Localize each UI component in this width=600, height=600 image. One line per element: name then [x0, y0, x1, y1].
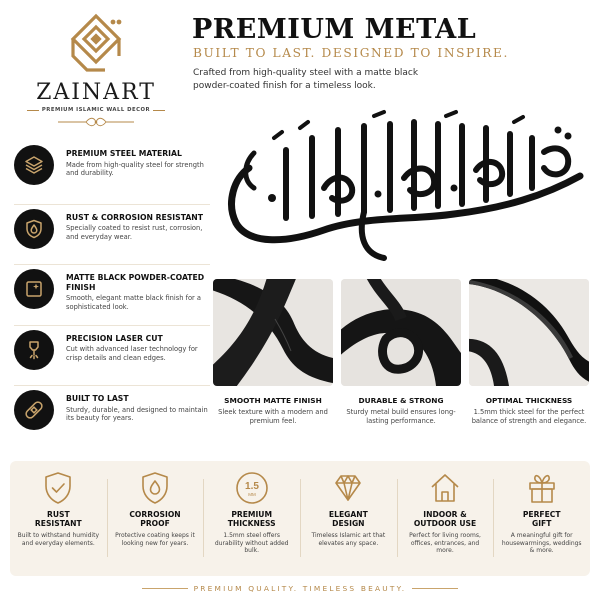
shield-check-icon — [42, 471, 74, 505]
feature-title: PRECISION LASER CUT — [66, 333, 163, 343]
benefit-title-line: PERFECT — [522, 510, 561, 519]
feature-description: Made from high-quality steel for strength and durability. — [66, 160, 204, 178]
benefit-item — [493, 461, 590, 576]
bandage-icon — [14, 390, 54, 430]
detail-card — [341, 279, 461, 426]
detail-photo — [341, 279, 461, 386]
home-icon — [428, 471, 462, 505]
divider — [27, 110, 39, 111]
benefit-description: 1.5mm steel offers durability without added bulk. — [214, 531, 289, 555]
benefit-description: Timeless Islamic art that elevates any space. — [311, 531, 386, 547]
feature-description: Sturdy, durable, and designed to maintain its beauty for years. — [66, 405, 208, 423]
hero-title: PREMIUM METAL — [192, 14, 477, 45]
benefit-description: A meaningful gift for housewarmings, weddings & more. — [501, 531, 582, 555]
feature-description: Cut with advanced laser technology for crisp details and clean edges. — [66, 345, 198, 362]
feature-title: BUILT TO LAST — [66, 394, 129, 403]
benefit-description: Protective coating keeps it looking new for years. — [115, 531, 195, 547]
shield-drop-icon — [139, 471, 171, 505]
detail-card — [469, 279, 589, 426]
layers-icon — [14, 145, 54, 185]
detail-photo — [213, 279, 333, 386]
brand-tagline-row — [8, 107, 184, 113]
detail-card — [213, 279, 333, 426]
detail-title: DURABLE & STRONG — [358, 396, 444, 405]
detail-description: 1.5mm thick steel for the perfect balance of strength and elegance. — [471, 408, 587, 425]
feature-list — [14, 143, 210, 446]
laser-icon — [14, 330, 54, 370]
benefit-title-line: ELEGANT — [328, 510, 368, 519]
hero-subtitle: BUILT TO LAST. DESIGNED TO INSPIRE. — [193, 46, 510, 60]
gift-icon — [525, 471, 559, 505]
detail-title: OPTIMAL THICKNESS — [485, 396, 573, 405]
benefit-title-line: PREMIUM — [231, 510, 273, 519]
detail-description: Sleek texture with a modern and premium feel. — [218, 408, 328, 425]
divider — [153, 110, 165, 111]
thickness-badge-icon — [235, 471, 269, 505]
brand-name: ZAINART — [36, 80, 156, 105]
benefit-title-line: GIFT — [531, 519, 552, 529]
feature-description: Specially coated to resist rust, corrosion, and everyday wear. — [66, 224, 203, 241]
benefit-item — [397, 461, 494, 576]
detail-photo — [469, 279, 589, 386]
benefit-title-line: PROOF — [140, 519, 170, 529]
diamond-icon — [331, 471, 365, 505]
benefit-title-line: THICKNESS — [227, 519, 276, 529]
benefit-item — [203, 461, 300, 576]
feature-title: PREMIUM STEEL MATERIAL — [66, 149, 182, 158]
feature-item — [14, 385, 210, 446]
feature-item — [14, 264, 210, 325]
detail-description: Sturdy metal build ensures long-lasting performance. — [346, 408, 456, 425]
divider — [412, 588, 458, 589]
benefit-item — [10, 461, 107, 576]
footer — [0, 584, 600, 593]
footer-tagline: PREMIUM QUALITY. TIMELESS BEAUTY. — [193, 584, 407, 593]
logo-mark-icon — [61, 12, 131, 78]
detail-title: SMOOTH MATTE FINISH — [224, 396, 322, 405]
calligraphy-artwork — [214, 108, 594, 268]
benefit-title-line: RESISTANT — [34, 519, 82, 529]
benefit-title-line: RUST — [47, 510, 70, 519]
benefit-item — [107, 461, 204, 576]
flourish-ornament-icon — [56, 117, 136, 127]
benefit-title-line: OUTDOOR USE — [413, 519, 477, 529]
brand-tagline: PREMIUM ISLAMIC WALL DECOR — [41, 107, 151, 113]
brand-logo — [8, 12, 184, 127]
feature-item — [14, 143, 210, 204]
feature-item — [14, 204, 210, 265]
feature-description: Smooth, elegant matte black finish for a sophisticated look. — [66, 294, 202, 311]
feature-title: MATTE BLACK POWDER-COATED FINISH — [66, 273, 205, 292]
sparkle-square-icon — [14, 269, 54, 309]
hero-description: Crafted from high-quality steel with a matte black powder-coated finish for a timeless look. — [193, 68, 419, 91]
divider — [142, 588, 188, 589]
badge-unit: MM — [247, 492, 256, 497]
benefit-description: Built to withstand humidity and everyday elements. — [17, 531, 99, 547]
benefits-bar — [10, 461, 590, 576]
benefit-description: Perfect for living rooms, offices, entrances, and more. — [409, 531, 481, 555]
benefit-title-line: INDOOR & — [423, 510, 467, 519]
benefit-item — [300, 461, 397, 576]
feature-title: RUST & CORROSION RESISTANT — [66, 212, 203, 222]
badge-value: 1.5 — [244, 481, 259, 492]
benefit-title-line: CORROSION — [129, 510, 181, 519]
feature-item — [14, 325, 210, 386]
benefit-title-line: DESIGN — [332, 519, 365, 529]
shield-drop-icon — [14, 209, 54, 249]
